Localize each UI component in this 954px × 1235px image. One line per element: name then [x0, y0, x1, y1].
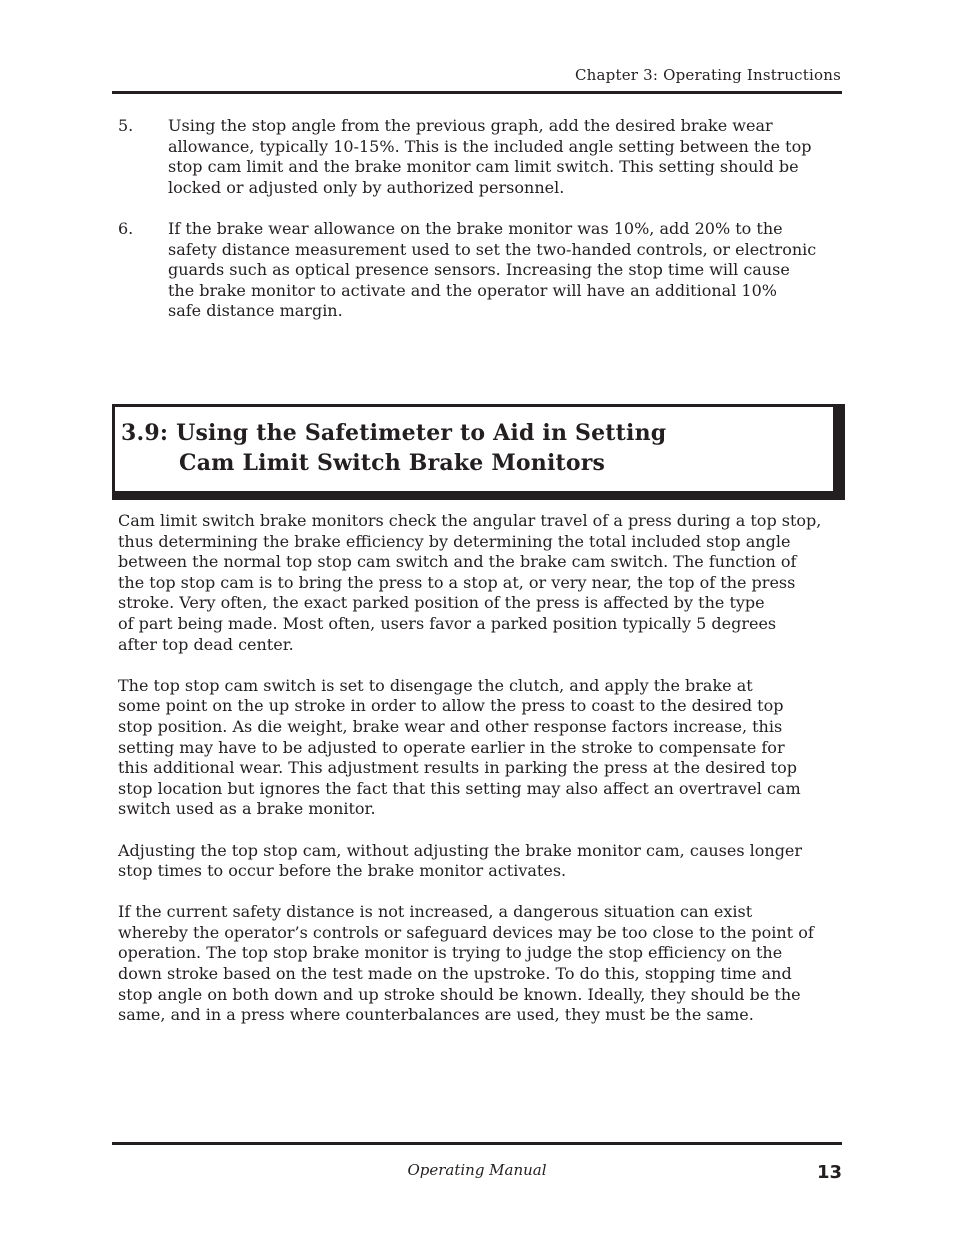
text-line: of part being made. Most often, users favor a parked position typically 5 degrees — [118, 613, 777, 633]
text-line: If the brake wear allowance on the brake monitor was 10%, add 20% to the — [168, 218, 783, 238]
text-line: stop location but ignores the fact that this setting may also affect an overtravel cam — [118, 778, 801, 798]
text-line: safe distance margin. — [168, 301, 343, 321]
text-line: between the normal top stop cam switch and the brake cam switch. The function of — [118, 552, 797, 572]
section-title-line2: Cam Limit Switch Brake Monitors — [179, 450, 606, 476]
footer-rule — [112, 1142, 842, 1145]
text-line: safety distance measurement used to set the two-handed controls, or electronic — [168, 239, 817, 259]
text-line: stroke. Very often, the exact parked position of the press is affected by the type — [118, 593, 765, 613]
text-line: some point on the up stroke in order to allow the press to coast to the desired top — [118, 696, 784, 716]
text-line: The top stop cam switch is set to disengage the clutch, and apply the brake at — [118, 675, 753, 695]
section-body — [118, 511, 846, 1046]
text-line: thus determining the brake efficiency by determining the total included stop angle — [118, 531, 791, 551]
paragraph — [118, 676, 846, 820]
text-line: allowance, typically 10-15%. This is the included angle setting between the top — [168, 136, 812, 156]
text-line: stop cam limit and the brake monitor cam limit switch. This setting should be — [168, 157, 799, 177]
footer-manual-title: Operating Manual — [407, 1161, 547, 1179]
step-text — [168, 219, 842, 322]
text-line: Cam limit switch brake monitors check the angular travel of a press during a top stop, — [118, 511, 822, 530]
paragraph — [118, 902, 846, 1026]
text-line: setting may have to be adjusted to operate earlier in the stroke to compensate for — [118, 737, 785, 757]
header-rule — [112, 91, 842, 94]
text-line: guards such as optical presence sensors. Increasing the stop time will cause — [168, 260, 790, 280]
section-title — [121, 418, 666, 478]
paragraph — [118, 511, 846, 655]
text-line: after top dead center. — [118, 634, 294, 654]
text-line: Adjusting the top stop cam, without adjusting the brake monitor cam, causes longer — [118, 840, 803, 860]
text-line: stop position. As die weight, brake wear and other response factors increase, this — [118, 716, 783, 736]
step-item — [118, 116, 842, 198]
section-title-line1: Using the Safetimeter to Aid in Setting — [176, 420, 667, 446]
chapter-header: Chapter 3: Operating Instructions — [575, 66, 841, 84]
text-line: operation. The top stop brake monitor is trying to judge the stop efficiency on the — [118, 943, 783, 963]
step-number: 5. — [118, 116, 134, 135]
text-line: the top stop cam is to bring the press to a stop at, or very near, the top of the press — [118, 572, 796, 592]
page-number: 13 — [816, 1162, 842, 1183]
text-line: locked or adjusted only by authorized personnel. — [168, 177, 565, 197]
section-heading-box — [112, 404, 845, 500]
text-line: stop times to occur before the brake monitor activates. — [118, 861, 567, 881]
text-line: same, and in a press where counterbalances are used, they must be the same. — [118, 1005, 754, 1025]
paragraph — [118, 841, 846, 882]
step-text — [168, 116, 842, 198]
text-line: switch used as a brake monitor. — [118, 799, 376, 819]
text-line: stop angle on both down and up stroke should be known. Ideally, they should be the — [118, 984, 801, 1004]
text-line: If the current safety distance is not increased, a dangerous situation can exist — [118, 902, 753, 922]
text-line: Using the stop angle from the previous graph, add the desired brake wear — [168, 116, 773, 135]
text-line: this additional wear. This adjustment results in parking the press at the desired top — [118, 758, 797, 778]
section-number: 3.9: — [121, 420, 169, 446]
numbered-steps — [118, 116, 842, 343]
text-line: the brake monitor to activate and the operator will have an additional 10% — [168, 280, 777, 300]
step-number: 6. — [118, 218, 134, 238]
text-line: whereby the operator’s controls or safeguard devices may be too close to the point of — [118, 922, 814, 942]
step-item — [118, 219, 842, 322]
text-line: down stroke based on the test made on the upstroke. To do this, stopping time and — [118, 964, 792, 984]
